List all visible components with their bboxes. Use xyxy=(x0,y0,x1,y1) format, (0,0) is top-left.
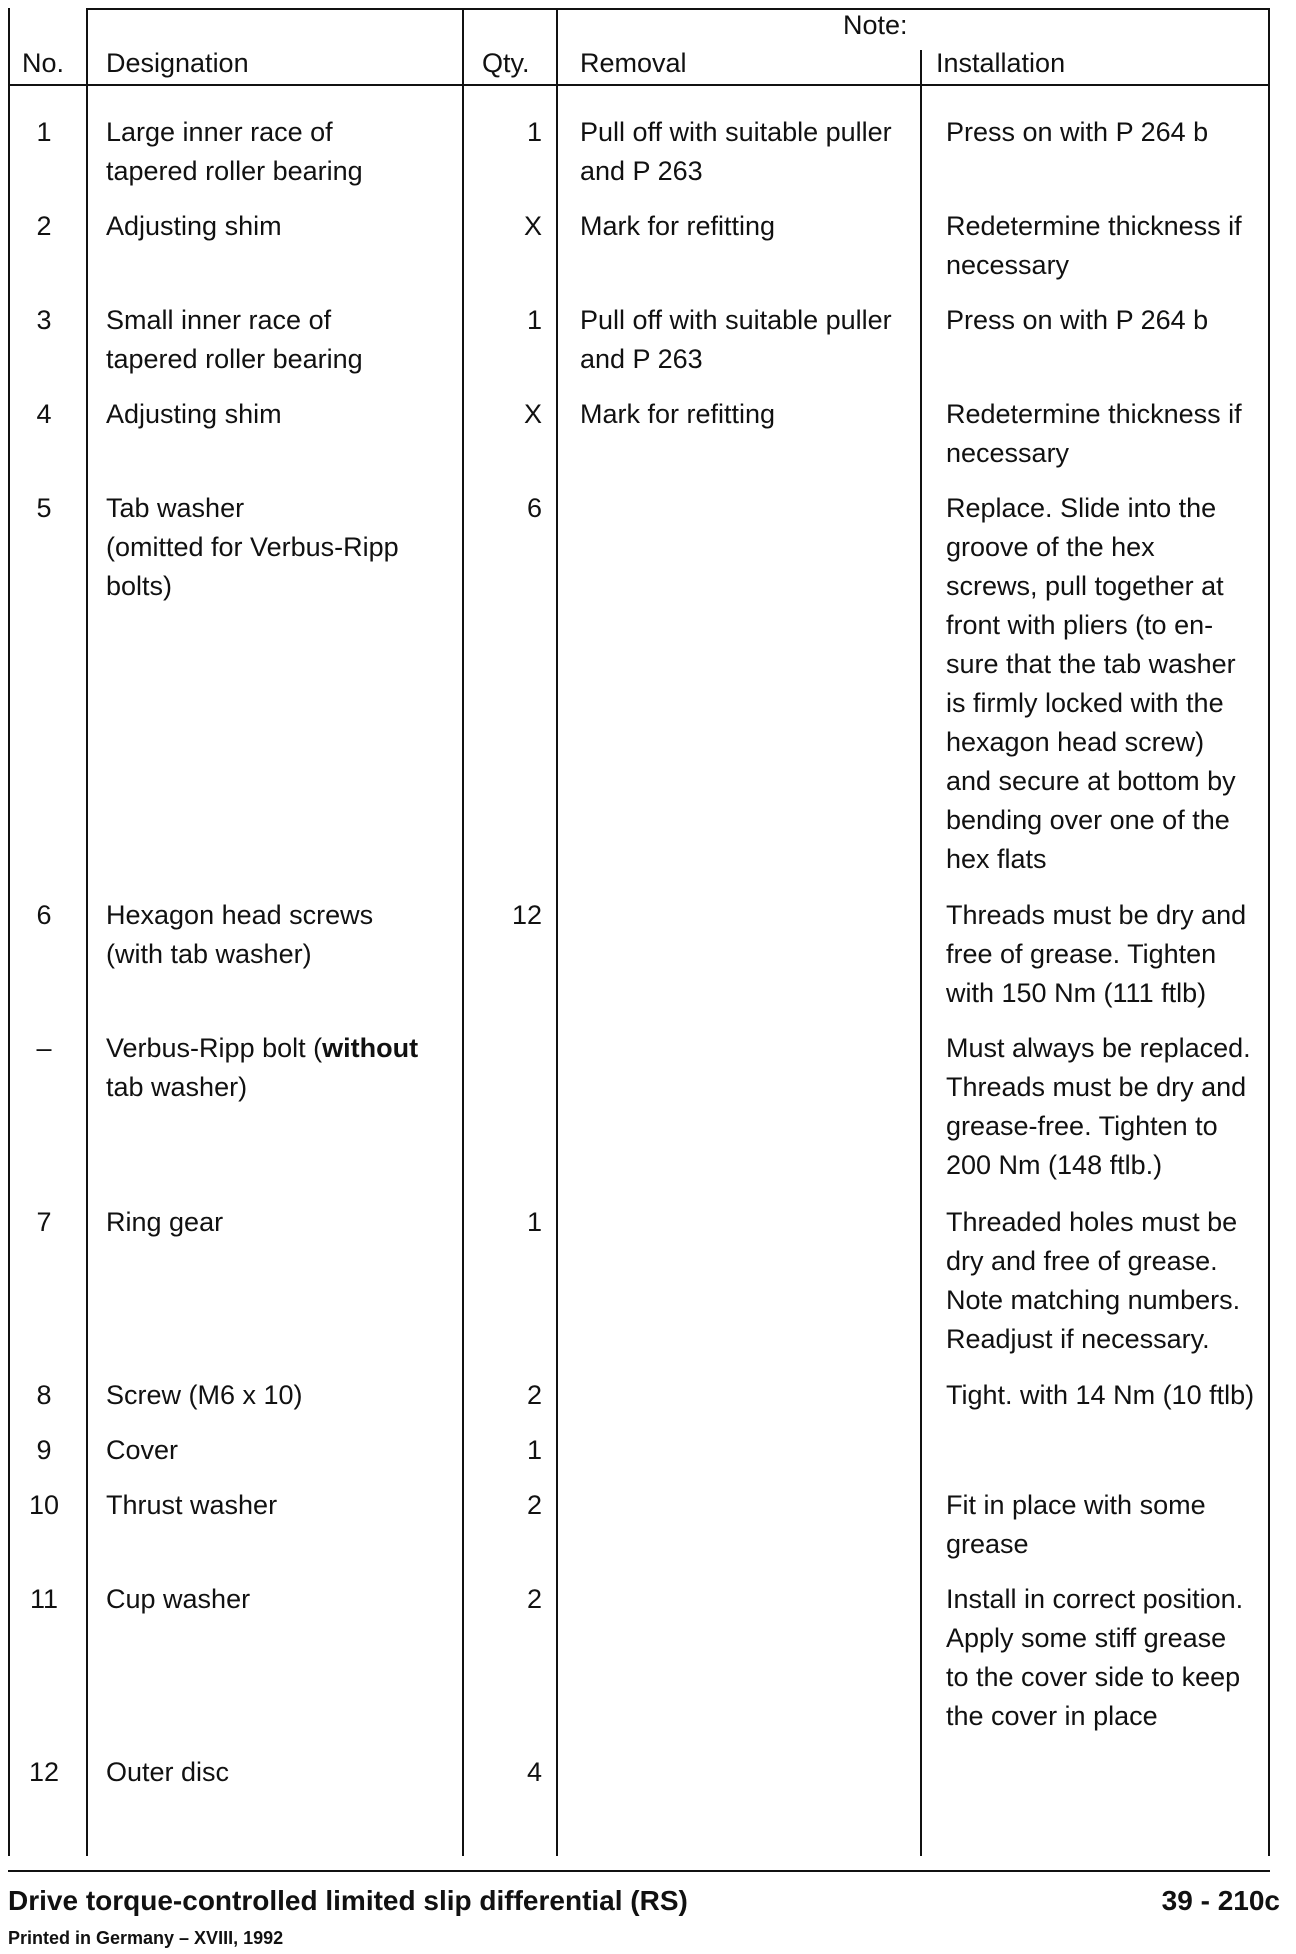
col-divider-qty xyxy=(556,8,558,1856)
row-1-removal: Pull off with suitable puller and P 263 xyxy=(580,117,892,186)
header-note: Note: xyxy=(843,10,908,40)
row-9-designation: Cover xyxy=(106,1435,179,1465)
row-4-removal: Mark for refitting xyxy=(580,399,776,429)
row-11-no: 11 xyxy=(29,1584,59,1614)
row-3-designation: Small inner race of tapered roller bearing xyxy=(106,305,363,374)
row-4-installation: Redetermine thickness if necessary xyxy=(946,399,1242,468)
row-10-installation: Fit in place with some grease xyxy=(946,1490,1206,1559)
row-7-no: 7 xyxy=(36,1207,52,1237)
row-verbus-designation xyxy=(106,1029,466,1107)
col-divider-removal xyxy=(920,50,922,1856)
header-qty: Qty. xyxy=(482,48,530,78)
row-1-no: 1 xyxy=(36,117,52,147)
row-8-qty: 2 xyxy=(526,1380,542,1410)
row-5-qty: 6 xyxy=(526,493,542,523)
row-10-designation: Thrust washer xyxy=(106,1490,278,1520)
row-2-removal: Mark for refitting xyxy=(580,211,776,241)
row-11-installation: Install in correct position. Apply some stiff grease to the cover side to keep the cover in place xyxy=(946,1584,1244,1731)
row-2-no: 2 xyxy=(36,211,52,241)
row-4-no: 4 xyxy=(36,399,52,429)
row-4-qty: X xyxy=(523,399,542,429)
row-11-designation: Cup washer xyxy=(106,1584,251,1614)
footer-title: Drive torque-controlled limited slip differential (RS) xyxy=(8,1885,688,1916)
row-5-no: 5 xyxy=(36,493,52,523)
row-verbus-installation: Must always be replaced. Threads must be dry and grease-free. Tighten to 200 Nm (148 ftlb.) xyxy=(946,1033,1251,1180)
row-8-no: 8 xyxy=(36,1380,52,1410)
row-6-designation: Hexagon head screws (with tab washer) xyxy=(106,900,374,969)
header-removal: Removal xyxy=(580,48,687,78)
row-verbus-no: – xyxy=(36,1033,52,1063)
row-1-qty: 1 xyxy=(526,117,542,147)
row-3-removal: Pull off with suitable puller and P 263 xyxy=(580,305,892,374)
header-no: No. xyxy=(22,48,65,78)
row-12-qty: 4 xyxy=(526,1757,542,1787)
row-5-designation: Tab washer (omitted for Verbus-Ripp bolts) xyxy=(106,493,399,601)
header-installation: Installation xyxy=(936,48,1066,78)
row-7-qty: 1 xyxy=(526,1207,542,1237)
row-6-no: 6 xyxy=(36,900,52,930)
row-8-installation: Tight. with 14 Nm (10 ftlb) xyxy=(946,1380,1255,1410)
row-2-installation: Redetermine thickness if necessary xyxy=(946,211,1242,280)
row-1-installation: Press on with P 264 b xyxy=(946,117,1209,147)
row-7-designation: Ring gear xyxy=(106,1207,224,1237)
row-6-qty: 12 xyxy=(511,900,542,930)
header-designation: Designation xyxy=(106,48,249,78)
col-divider-no xyxy=(86,8,88,1856)
row-5-installation: Replace. Slide into the groove of the hex screws, pull together at front with pliers (to en- sure that the tab washer is firmly locked with the hexagon head screw) and secure at bottom by bending over one of the hex flats xyxy=(946,493,1236,874)
table-top-border xyxy=(86,8,1270,10)
printed-note: Printed in Germany – XVIII, 1992 xyxy=(8,1928,284,1948)
page-number: 39 - 210c xyxy=(1161,1885,1280,1916)
row-verbus-designation-pre: Verbus-Ripp bolt ( xyxy=(106,1033,323,1063)
row-3-no: 3 xyxy=(36,305,52,335)
row-11-qty: 2 xyxy=(526,1584,542,1614)
row-verbus-designation-post: tab washer) xyxy=(106,1072,248,1102)
row-7-installation: Threaded holes must be dry and free of grease. Note matching numbers. Readjust if necessary. xyxy=(946,1207,1241,1354)
header-bottom-border xyxy=(8,84,1270,86)
row-10-qty: 2 xyxy=(526,1490,542,1520)
row-9-no: 9 xyxy=(36,1435,52,1465)
row-2-qty: X xyxy=(523,211,542,241)
row-12-no: 12 xyxy=(28,1757,60,1787)
row-verbus-designation-bold: without xyxy=(322,1033,419,1063)
row-12-designation: Outer disc xyxy=(106,1757,230,1787)
row-8-designation: Screw (M6 x 10) xyxy=(106,1380,303,1410)
row-3-installation: Press on with P 264 b xyxy=(946,305,1209,335)
row-3-qty: 1 xyxy=(526,305,542,335)
row-10-no: 10 xyxy=(28,1490,60,1520)
row-2-designation: Adjusting shim xyxy=(106,211,282,241)
row-4-designation: Adjusting shim xyxy=(106,399,282,429)
footer-rule xyxy=(8,1870,1270,1872)
row-6-installation: Threads must be dry and free of grease. Tighten with 150 Nm (111 ftlb) xyxy=(946,900,1247,1008)
row-9-qty: 1 xyxy=(526,1435,542,1465)
row-1-designation: Large inner race of tapered roller bearing xyxy=(106,117,363,186)
